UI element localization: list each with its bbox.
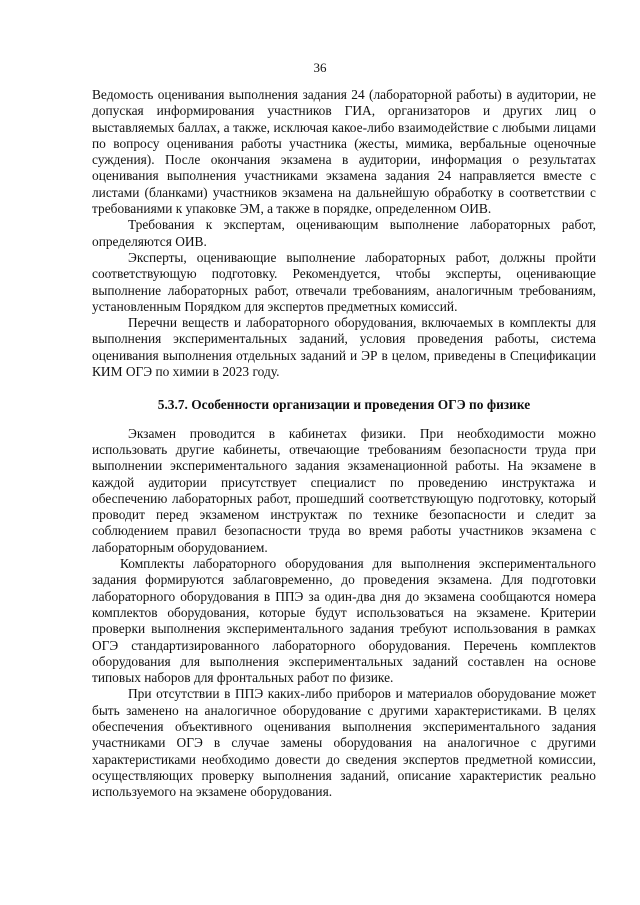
page-number: 36 <box>313 60 327 75</box>
paragraph-equipment-lists: Перечни веществ и лабораторного оборудования, включаемых в комплекты для выполнения экспериментальных заданий, условия проведения работы, система оценивания выполнения отдельных заданий и ЭР в целом, приведены в Спецификации КИМ ОГЭ по химии в 2023 году. <box>92 315 596 380</box>
paragraph-equipment-kits: Комплекты лабораторного оборудования для выполнения экспериментального задания формируются заблаговременно, до проведения экзамена. Для подготовки лабораторного оборудования в ППЭ за один-два дня до экзамена сообщаются номера комплектов оборудования, которые будут использоваться на экзамене. Критерии проверки выполнения экспериментального задания требуют использования в рамках ОГЭ стандартизированного лабораторного оборудования. Перечень комплектов оборудования для выполнения экспериментальных заданий составлен на основе типовых наборов для фронтальных работ по физике. <box>92 556 596 686</box>
paragraph-assessment-sheet: Ведомость оценивания выполнения задания 24 (лабораторной работы) в аудитории, не допуская информирования участников ГИА, организаторов и других лиц о выставляемых баллах, а также, исключая какое-либо взаимодействие с любыми лицами по вопросу оценивания работы участника (жесты, мимика, вербальные оценочные суждения). После окончания экзамена в аудитории, информация о результатах оценивания выполнения участниками экзамена задания 24 направляется вместе с листами (бланками) участников экзамена на дальнейшую обработку в соответствии с требованиями к упаковке ЭМ, а также в порядке, определенном ОИВ. <box>92 87 596 217</box>
paragraph-expert-requirements: Требования к экспертам, оценивающим выполнение лабораторных работ, определяются ОИВ. <box>92 217 596 249</box>
page-body <box>92 87 596 800</box>
section-heading-physics: 5.3.7. Особенности организации и проведения ОГЭ по физике <box>157 397 531 413</box>
paragraph-exam-rooms: Экзамен проводится в кабинетах физики. При необходимости можно использовать другие кабинеты, отвечающие требованиям безопасности труда при выполнении экспериментального задания экзаменационной работы. На экзамене в каждой аудитории присутствует специалист по проведению инструктажа и обеспечению лабораторных работ, прошедший соответствующую подготовку, который проводит перед экзаменом инструктаж по технике безопасности и следит за соблюдением правил безопасности труда во время работы участников экзамена с лабораторным оборудованием. <box>92 425 596 555</box>
paragraph-equipment-replacement: При отсутствии в ППЭ каких-либо приборов и материалов оборудование может быть заменено на аналогичное оборудование с другими характеристиками. В целях обеспечения объективного оценивания выполнения экспериментального задания участниками ОГЭ в случае замены оборудования на аналогичное с другими характеристиками необходимо довести до сведения экспертов предметной комиссии, осуществляющих проверку выполнения заданий, описание характеристик реально используемого на экзамене оборудования. <box>92 686 596 800</box>
paragraph-expert-training: Эксперты, оценивающие выполнение лабораторных работ, должны пройти соответствующую подготовку. Рекомендуется, чтобы эксперты, оценивающие выполнение лабораторных работ, отвечали требованиям, аналогичным требованиям, установленным Порядком для экспертов предметных комиссий. <box>92 249 596 314</box>
